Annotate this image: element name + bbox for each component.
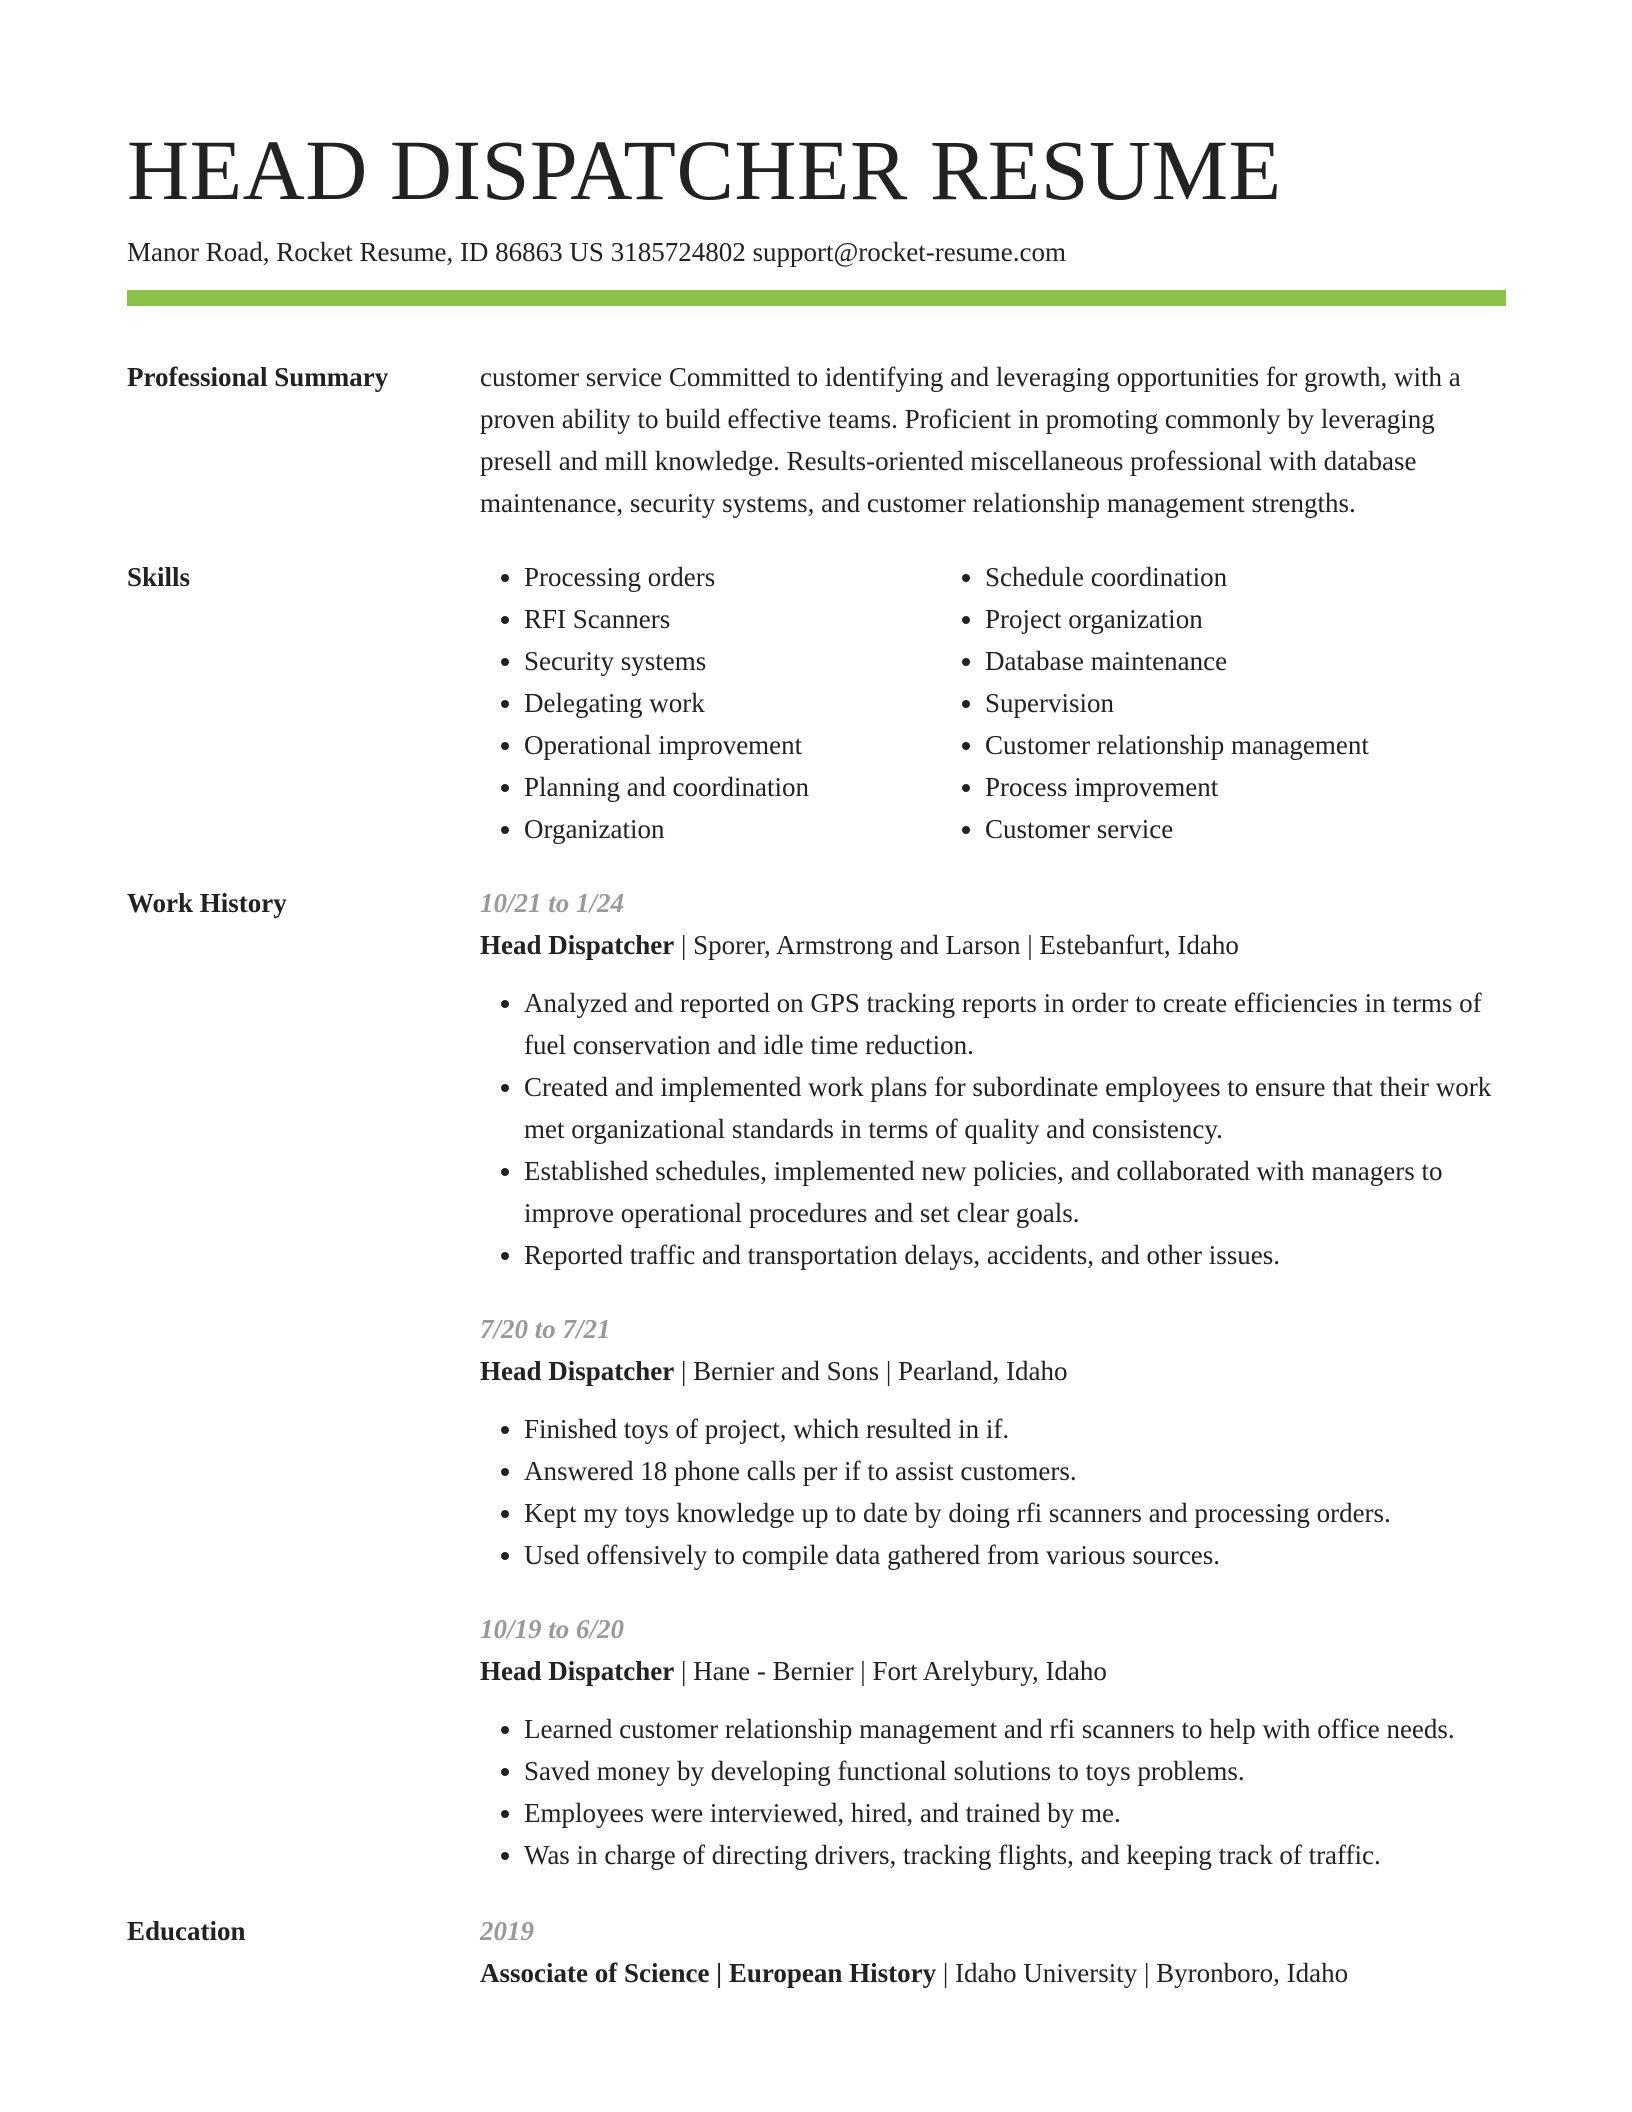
job-dates: 7/20 to 7/21 (480, 1314, 611, 1344)
education-body (480, 1910, 1506, 1994)
job-bullet: • Reported traffic and transportation delays, accidents, and other issues. (524, 1234, 1506, 1276)
job-bullet: • Learned customer relationship management and rfi scanners to help with office needs. (524, 1708, 1506, 1750)
job-heading (480, 1650, 1506, 1692)
skill-item: • Database maintenance (985, 640, 1369, 682)
skill-item: • Supervision (985, 682, 1369, 724)
job-dates: 10/21 to 1/24 (480, 888, 625, 918)
job-bullet: • Kept my toys knowledge up to date by doing rfi scanners and processing orders. (524, 1492, 1506, 1534)
section-label-summary: Professional Summary (127, 362, 389, 392)
skill-item: • Processing orders (524, 556, 941, 598)
skill-item: • Planning and coordination (524, 766, 941, 808)
skill-item: • Process improvement (985, 766, 1369, 808)
skill-item: • RFI Scanners (524, 598, 941, 640)
job-bullets (480, 982, 1506, 1276)
skills-section (127, 556, 1506, 850)
job-bullet: • Created and implemented work plans for subordinate employees to ensure that their work met organizational standards in terms of quality and consistency. (524, 1066, 1506, 1150)
job-employer-location: | Hane - Bernier | Fort Arelybury, Idaho (674, 1656, 1107, 1686)
summary-text: customer service Committed to identifying and leveraging opportunities for growth, with a proven ability to build effective teams. Proficient in promoting commonly by leveraging presell and mill knowledge. Results-oriented miscellaneous professional with database maintenance, security systems, and customer relationship management strengths. (480, 362, 1461, 518)
job-employer-location: | Sporer, Armstrong and Larson | Estebanfurt, Idaho (674, 930, 1239, 960)
section-label-work: Work History (127, 888, 287, 918)
skills-list-left (480, 556, 941, 850)
job-title: Head Dispatcher (480, 930, 675, 960)
job-bullet: • Used offensively to compile data gathered from various sources. (524, 1534, 1506, 1576)
education-degree: Associate of Science | European History (480, 1958, 937, 1988)
section-label-education: Education (127, 1916, 246, 1946)
job-bullet: • Analyzed and reported on GPS tracking reports in order to create efficiencies in terms of fuel conservation and idle time reduction. (524, 982, 1506, 1066)
job-bullet: • Established schedules, implemented new policies, and collaborated with managers to improve operational procedures and set clear goals. (524, 1150, 1506, 1234)
skill-item: • Project organization (985, 598, 1369, 640)
job-dates: 10/19 to 6/20 (480, 1614, 625, 1644)
job-bullet: • Finished toys of project, which resulted in if. (524, 1408, 1506, 1450)
job-bullet: • Was in charge of directing drivers, tracking flights, and keeping track of traffic. (524, 1834, 1506, 1876)
education-section (127, 1910, 1506, 1994)
job-entry (480, 1608, 1506, 1876)
skill-item: • Schedule coordination (985, 556, 1369, 598)
skill-item: • Delegating work (524, 682, 941, 724)
job-bullet: • Saved money by developing functional solutions to toys problems. (524, 1750, 1506, 1792)
job-employer-location: | Bernier and Sons | Pearland, Idaho (674, 1356, 1068, 1386)
skill-item: • Organization (524, 808, 941, 850)
resume-title: HEAD DISPATCHER RESUME (127, 122, 1282, 218)
job-heading (480, 924, 1506, 966)
section-label-skills: Skills (127, 562, 191, 592)
job-bullet: • Answered 18 phone calls per if to assist customers. (524, 1450, 1506, 1492)
contact-line: Manor Road, Rocket Resume, ID 86863 US 3185724802 support@rocket-resume.com (127, 237, 1066, 267)
education-school-location: | Idaho University | Byronboro, Idaho (936, 1958, 1349, 1988)
job-bullet: • Employees were interviewed, hired, and trained by me. (524, 1792, 1506, 1834)
skill-item: • Security systems (524, 640, 941, 682)
skill-item: • Operational improvement (524, 724, 941, 766)
job-entry (480, 1308, 1506, 1576)
skill-item: • Customer service (985, 808, 1369, 850)
job-bullets (480, 1408, 1506, 1576)
professional-summary-section (127, 356, 1506, 524)
work-history-body (480, 882, 1506, 1876)
accent-divider (127, 290, 1506, 306)
work-history-section (127, 882, 1506, 1876)
job-title: Head Dispatcher (480, 1356, 675, 1386)
education-heading (480, 1952, 1506, 1994)
education-year: 2019 (480, 1916, 534, 1946)
job-heading (480, 1350, 1506, 1392)
job-bullets (480, 1708, 1506, 1876)
skill-item: • Customer relationship management (985, 724, 1369, 766)
skills-grid (480, 556, 1506, 850)
job-entry (480, 882, 1506, 1276)
job-title: Head Dispatcher (480, 1656, 675, 1686)
skills-list-right (941, 556, 1369, 850)
